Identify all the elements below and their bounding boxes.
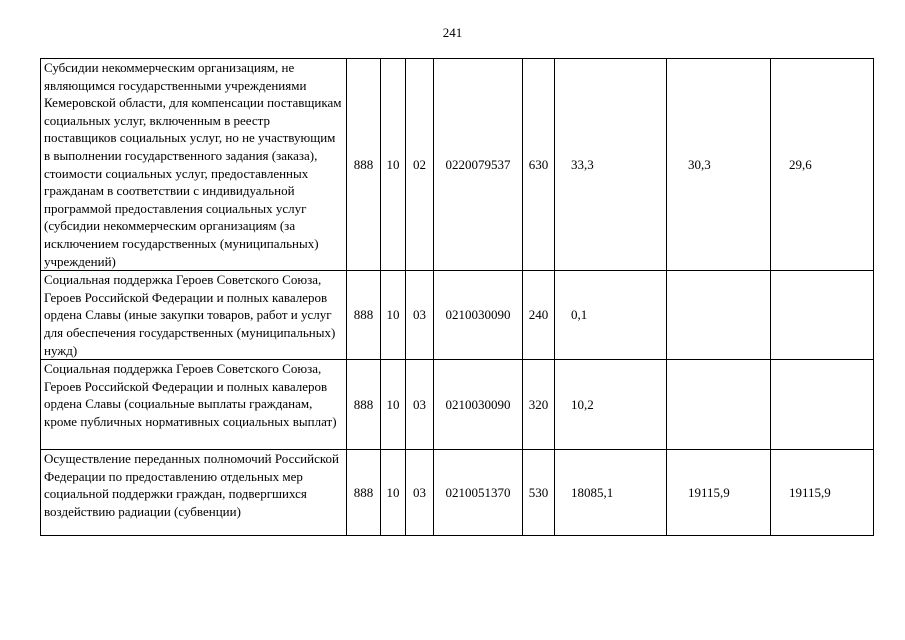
target-article-code: 0210030090 <box>434 360 523 450</box>
amount-year-3 <box>771 360 874 450</box>
section-code: 10 <box>381 271 406 360</box>
amount-year-3: 29,6 <box>771 59 874 271</box>
section-code: 10 <box>381 450 406 536</box>
target-article-code: 0210051370 <box>434 450 523 536</box>
section-code: 10 <box>381 59 406 271</box>
target-article-code: 0220079537 <box>434 59 523 271</box>
expense-type-code: 320 <box>523 360 555 450</box>
subsection-code: 02 <box>406 59 434 271</box>
ministry-code: 888 <box>347 59 381 271</box>
table-row <box>41 59 874 271</box>
amount-year-1: 0,1 <box>555 271 667 360</box>
amount-year-2 <box>667 271 771 360</box>
row-description: Социальная поддержка Героев Советского Союза, Героев Российской Федерации и полных кавалеров ордена Славы (социальные выплаты гражданам, кроме публичных нормативных социальных выплат) <box>41 360 347 450</box>
ministry-code: 888 <box>347 360 381 450</box>
table-row <box>41 360 874 450</box>
row-description: Осуществление переданных полномочий Российской Федерации по предоставлению отдельных мер социальной поддержки граждан, подвергшихся воздействию радиации (субвенции) <box>41 450 347 536</box>
row-description: Социальная поддержка Героев Советского Союза, Героев Российской Федерации и полных кавалеров ордена Славы (иные закупки товаров, работ и услуг для обеспечения государственных (муниципальных) нужд) <box>41 271 347 360</box>
table-row <box>41 450 874 536</box>
expense-type-code: 530 <box>523 450 555 536</box>
target-article-code: 0210030090 <box>434 271 523 360</box>
subsection-code: 03 <box>406 271 434 360</box>
section-code: 10 <box>381 360 406 450</box>
table-row <box>41 271 874 360</box>
expense-type-code: 630 <box>523 59 555 271</box>
amount-year-3: 19115,9 <box>771 450 874 536</box>
amount-year-3 <box>771 271 874 360</box>
amount-year-1: 18085,1 <box>555 450 667 536</box>
subsection-code: 03 <box>406 360 434 450</box>
amount-year-2: 30,3 <box>667 59 771 271</box>
row-description: Субсидии некоммерческим организациям, не являющимся государственными учреждениями Кемеровской области, для компенсации поставщикам социальных услуг, включенным в реестр поставщиков социальных услуг, но не участвующим в выполнении государственного задания (заказа), стоимости социальных услуг, предоставленных гражданам в соответствии с индивидуальной программой предоставления социальных услуг (субсидии некоммерческим организациям (за исключением государственных (муниципальных) учреждений) <box>41 59 347 271</box>
budget-table <box>40 58 874 536</box>
ministry-code: 888 <box>347 450 381 536</box>
amount-year-2: 19115,9 <box>667 450 771 536</box>
expense-type-code: 240 <box>523 271 555 360</box>
amount-year-1: 10,2 <box>555 360 667 450</box>
subsection-code: 03 <box>406 450 434 536</box>
amount-year-2 <box>667 360 771 450</box>
amount-year-1: 33,3 <box>555 59 667 271</box>
page-number: 241 <box>442 25 463 40</box>
ministry-code: 888 <box>347 271 381 360</box>
